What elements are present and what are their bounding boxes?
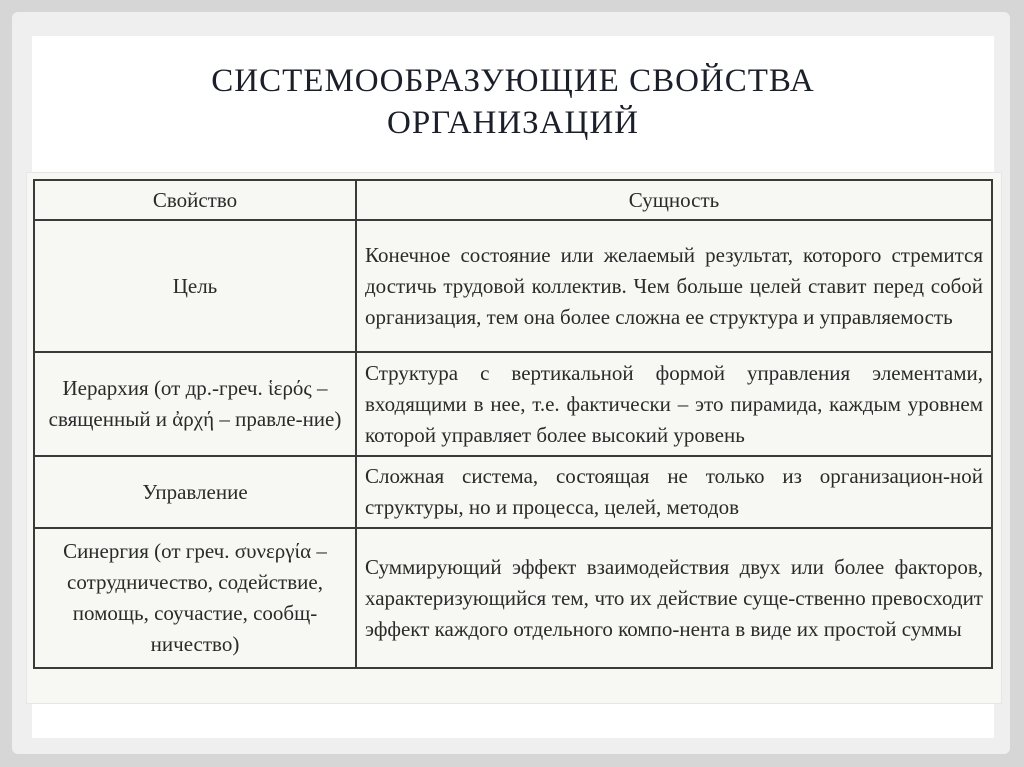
cell-essence: Конечное состояние или желаемый результат, которого стремится достичь трудовой коллектив. Чем больше целей ставит перед собой организация, тем она более сложна ее структура и управляемость [356,220,992,352]
cell-property: Синергия (от греч. συνεργία – сотрудничество, содействие, помощь, соучастие, сообщ-ничество) [34,528,356,668]
header-property: Свойство [34,180,356,220]
header-essence: Сущность [356,180,992,220]
cell-essence: Структура с вертикальной формой управления элементами, входящими в нее, т.е. фактически – это пирамида, каждым уровнем которой управляет более высокий уровень [356,352,992,456]
slide-title [32,60,994,144]
properties-table [33,179,993,669]
cell-property: Иерархия (от др.-греч. ἱερός – священный и ἀρχή – правле-ние) [34,352,356,456]
slide-title-line-1: СИСТЕМООБРАЗУЮЩИЕ СВОЙСТВА [211,63,815,99]
cell-essence: Сложная система, состоящая не только из организацион-ной структуры, но и процесса, целей, методов [356,456,992,528]
cell-property: Цель [34,220,356,352]
table-row [34,456,992,528]
table-header-row [34,180,992,220]
table-row [34,352,992,456]
cell-essence: Суммирующий эффект взаимодействия двух или более факторов, характеризующийся тем, что их действие суще-ственно превосходит эффект каждого отдельного компо-нента в виде их простой суммы [356,528,992,668]
cell-property: Управление [34,456,356,528]
table-row [34,528,992,668]
table-row [34,220,992,352]
properties-table-container [26,172,1002,704]
slide-title-line-2: ОРГАНИЗАЦИЙ [386,105,640,141]
